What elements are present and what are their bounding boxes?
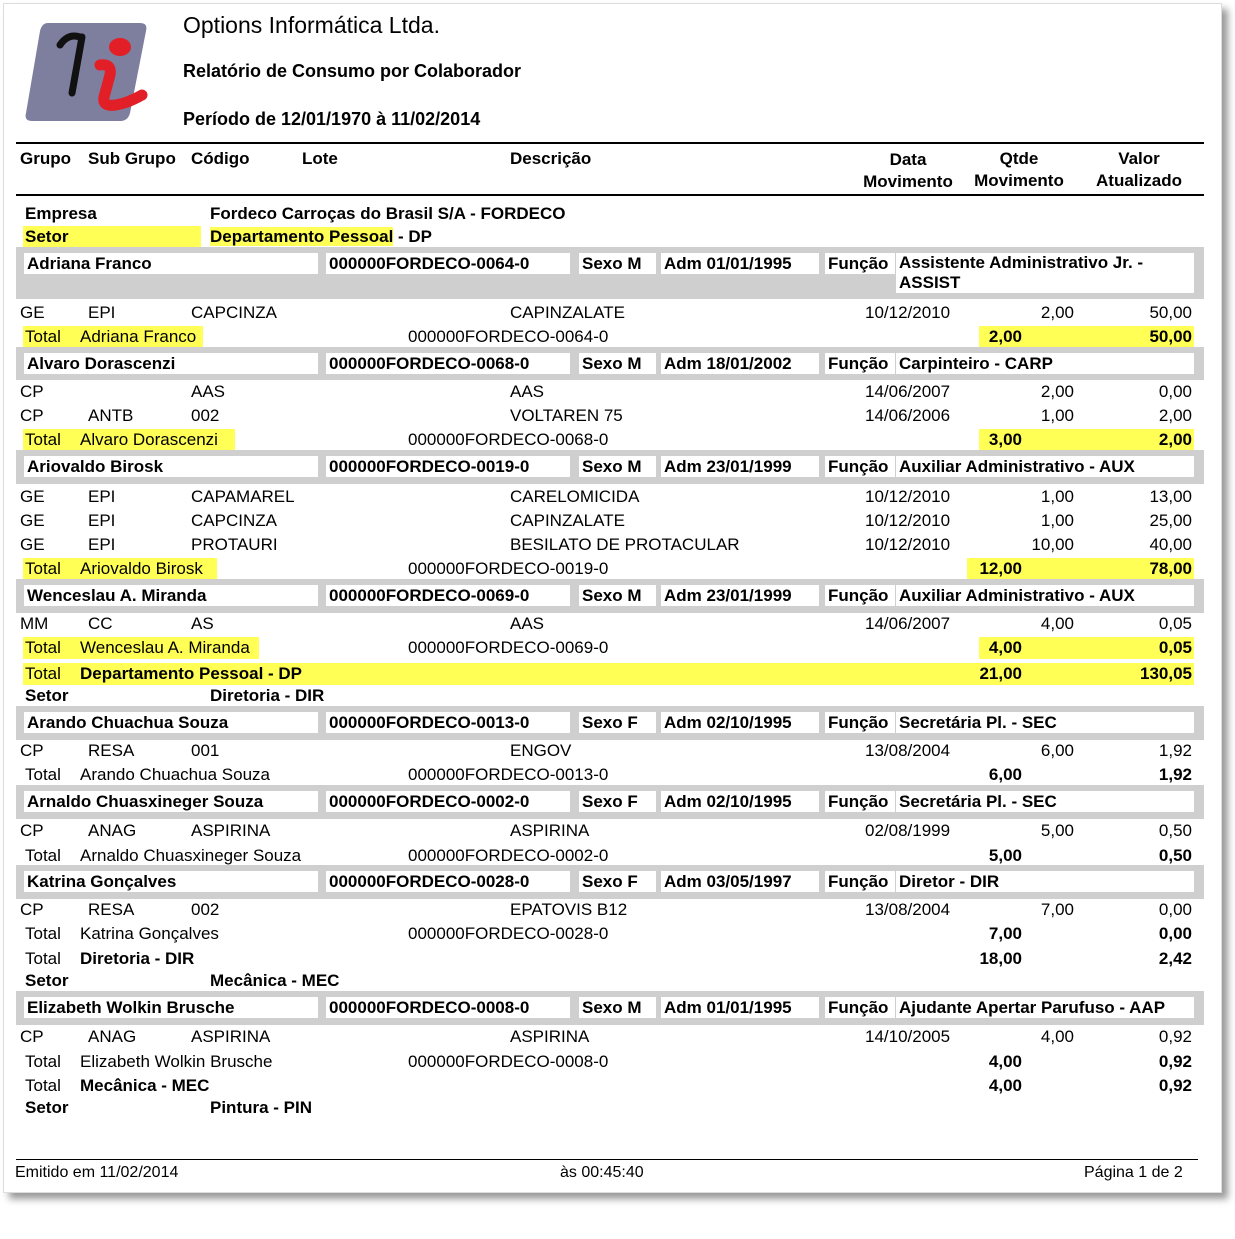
item-codigo: 001 [191,741,220,760]
adm-value: 02/10/1995 [706,713,792,732]
total-employee-name: Ariovaldo Birosk [80,559,203,578]
employee-sexo [579,456,656,477]
setor-total-label: Total [25,949,61,968]
item-grupo: MM [20,614,49,633]
employee-code: 000000FORDECO-0008-0 [326,997,570,1018]
total-qtde: 4,00 [988,1052,1022,1071]
funcao-label: Função [825,585,895,606]
setor-total-qtde: 4,00 [988,1076,1022,1095]
setor-name-main: Departamento Pessoal [210,227,394,246]
employee-header [16,450,1204,484]
adm-value: 02/10/1995 [706,792,792,811]
item-valor: 0,92 [1158,1027,1192,1046]
item-descricao: CARELOMICIDA [510,487,640,506]
sexo-value: M [627,457,642,476]
company-logo [20,15,150,125]
item-descricao: ENGOV [510,741,572,760]
adm-label: Adm [664,354,702,373]
empresa-label: Empresa [25,204,97,223]
employee-name-blank [202,253,318,274]
total-label: Total [25,327,61,346]
employee-adm [661,456,819,477]
adm-label: Adm [664,457,702,476]
item-grupo: CP [20,741,44,760]
item-qtde: 7,00 [1040,900,1074,919]
item-codigo: AAS [191,382,226,401]
funcao-line1: Assistente Administrativo Jr. - [899,253,1144,272]
total-label: Total [25,559,61,578]
setor-total-valor: 0,92 [1158,1076,1192,1095]
employee-funcao: Auxiliar Administrativo - AUX [896,585,1194,606]
col-header-data-line1: Data [889,150,927,169]
total-employee-code: 000000FORDECO-0013-0 [408,765,609,784]
adm-value: 23/01/1999 [706,586,792,605]
item-data: 13/08/2004 [865,900,951,919]
footer-emitido: Emitido em 11/02/2014 [15,1164,179,1181]
employee-adm [661,353,819,374]
company-name: Options Informática Ltda. [183,12,440,38]
setor-name: Pintura - PIN [210,1098,313,1117]
setor-total-qtde: 18,00 [979,949,1022,968]
setor-total-label: Total [25,664,61,683]
col-header-codigo: Código [191,149,250,168]
adm-label: Adm [664,872,702,891]
item-valor: 13,00 [1149,487,1192,506]
total-employee-name: Arando Chuachua Souza [80,765,270,784]
employee-name: Alvaro Dorascenzi [24,353,194,374]
item-data: 14/06/2006 [865,406,951,425]
item-subgrupo: EPI [88,511,116,530]
sexo-label: Sexo [582,713,623,732]
setor-total-valor: 130,05 [1140,664,1192,683]
item-descricao: ASPIRINA [510,821,590,840]
funcao-label: Função [825,791,895,812]
total-qtde: 3,00 [988,430,1022,449]
item-qtde: 4,00 [1040,614,1074,633]
item-codigo: 002 [191,900,220,919]
employee-header [16,865,1204,899]
item-data: 14/10/2005 [865,1027,951,1046]
employee-header [16,247,1204,299]
item-subgrupo: ANAG [88,1027,137,1046]
employee-name-blank [230,585,318,606]
employee-sexo [579,585,656,606]
adm-label: Adm [664,586,702,605]
employee-name: Adriana Franco [24,253,202,274]
item-descricao: AAS [510,382,545,401]
adm-value: 01/01/1995 [706,998,792,1017]
employee-code: 000000FORDECO-0013-0 [326,712,570,733]
setor-total-label: Total [25,1076,61,1095]
item-qtde: 1,00 [1040,487,1074,506]
item-descricao: EPATOVIS B12 [510,900,628,919]
total-employee-name: Adriana Franco [80,327,197,346]
total-employee-code: 000000FORDECO-0028-0 [408,924,609,943]
employee-funcao: Ajudante Apertar Parufuso - AAP [896,997,1194,1018]
item-valor: 1,92 [1158,741,1192,760]
footer-hora: às 00:45:40 [560,1164,644,1181]
item-subgrupo: RESA [88,741,135,760]
item-codigo: ASPIRINA [191,821,271,840]
employee-funcao: Auxiliar Administrativo - AUX [896,456,1194,477]
employee-name: Arnaldo Chuasxineger Souza [24,791,318,812]
total-employee-code: 000000FORDECO-0019-0 [408,559,609,578]
item-descricao: VOLTAREN 75 [510,406,623,425]
item-data: 10/12/2010 [865,511,951,530]
employee-header [16,991,1204,1025]
col-header-data-line2: Movimento [863,172,953,191]
employee-code: 000000FORDECO-0019-0 [326,456,570,477]
setor-name [210,971,339,991]
setor-label: Setor [25,686,69,705]
item-codigo: CAPCINZA [191,303,277,322]
employee-adm [661,585,819,606]
employee-sexo [579,712,656,733]
item-valor: 50,00 [1149,303,1192,322]
col-header-descricao: Descrição [510,149,592,168]
total-employee-name: Alvaro Dorascenzi [80,430,218,449]
sexo-label: Sexo [582,586,623,605]
employee-funcao [896,253,1194,293]
item-grupo: CP [20,382,44,401]
employee-name: Ariovaldo Birosk [24,456,184,477]
employee-sexo [579,791,656,812]
adm-value: 03/05/1997 [706,872,792,891]
setor-total-name: Mecânica - MEC [80,1076,210,1095]
item-codigo: AS [191,614,214,633]
col-header-valor-line1: Valor [1118,149,1160,168]
employee-header [16,347,1204,380]
item-grupo: CP [20,900,44,919]
item-valor: 0,00 [1158,382,1192,401]
total-employee-name: Arnaldo Chuasxineger Souza [80,846,302,865]
item-qtde: 2,00 [1040,382,1074,401]
empresa-name: Fordeco Carroças do Brasil S/A - FORDECO [210,204,566,223]
item-codigo: CAPAMAREL [191,487,295,506]
sexo-value: F [627,872,638,891]
sexo-value: M [627,998,642,1017]
header-rule-bottom [16,194,1204,196]
item-data: 13/08/2004 [865,741,951,760]
col-header-valor-line2: Atualizado [1096,171,1182,190]
item-data: 10/12/2010 [865,535,951,554]
total-qtde: 2,00 [988,327,1022,346]
item-codigo: CAPCINZA [191,511,277,530]
total-valor: 50,00 [1149,327,1192,346]
col-header-lote: Lote [302,149,338,168]
col-header-data [854,149,962,193]
adm-label: Adm [664,254,702,273]
item-qtde: 2,00 [1040,303,1074,322]
item-subgrupo: EPI [88,535,116,554]
setor-label: Setor [25,971,69,990]
item-qtde: 4,00 [1040,1027,1074,1046]
item-grupo: GE [20,535,45,554]
item-grupo: GE [20,511,45,530]
total-qtde: 6,00 [988,765,1022,784]
total-qtde: 5,00 [988,846,1022,865]
employee-sexo [579,253,656,274]
total-employee-code: 000000FORDECO-0069-0 [408,638,609,657]
setor-name-suffix: - DP [393,227,433,246]
adm-value: 18/01/2002 [706,354,792,373]
setor-total-name: Departamento Pessoal - DP [80,664,303,683]
item-descricao: CAPINZALATE [510,511,625,530]
item-valor: 40,00 [1149,535,1192,554]
item-valor: 0,50 [1158,821,1192,840]
employee-code: 000000FORDECO-0068-0 [326,353,570,374]
item-codigo: ASPIRINA [191,1027,271,1046]
funcao-line2: ASSIST [899,273,961,292]
sexo-label: Sexo [582,792,623,811]
setor-name-main: Diretoria [210,686,280,705]
item-subgrupo: RESA [88,900,135,919]
item-valor: 0,00 [1158,900,1192,919]
item-grupo: CP [20,406,44,425]
item-data: 02/08/1999 [865,821,951,840]
report-title: Relatório de Consumo por Colaborador [183,61,522,81]
funcao-label: Função [825,353,895,374]
report-page [3,3,1222,1193]
col-header-qtde-line1: Qtde [999,149,1039,168]
total-valor: 0,05 [1158,638,1192,657]
funcao-label: Função [825,712,895,733]
total-employee-code: 000000FORDECO-0002-0 [408,846,609,865]
total-label: Total [25,846,61,865]
total-label: Total [25,430,61,449]
adm-value: 01/01/1995 [706,254,792,273]
setor-name [210,227,432,247]
item-descricao: ASPIRINA [510,1027,590,1046]
total-label: Total [25,1052,61,1071]
employee-funcao: Carpinteiro - CARP [896,353,1194,374]
employee-adm [661,997,819,1018]
item-qtde: 1,00 [1040,406,1074,425]
employee-adm [661,712,819,733]
sexo-value: F [627,713,638,732]
total-employee-code: 000000FORDECO-0068-0 [408,430,609,449]
item-subgrupo: CC [88,614,113,633]
total-employee-code: 000000FORDECO-0008-0 [408,1052,609,1071]
sexo-value: F [627,792,638,811]
sexo-label: Sexo [582,872,623,891]
sexo-label: Sexo [582,998,623,1017]
item-data: 14/06/2007 [865,614,951,633]
employee-name: Elizabeth Wolkin Brusche [24,997,318,1018]
item-valor: 25,00 [1149,511,1192,530]
total-valor: 0,50 [1158,846,1192,865]
employee-header [16,706,1204,740]
employee-code: 000000FORDECO-0069-0 [326,585,570,606]
adm-label: Adm [664,998,702,1017]
total-qtde: 7,00 [988,924,1022,943]
employee-header [16,785,1204,819]
total-employee-name: Wenceslau A. Miranda [80,638,250,657]
item-grupo: GE [20,487,45,506]
total-valor: 1,92 [1158,765,1192,784]
item-descricao: BESILATO DE PROTACULAR [510,535,740,554]
setor-total-qtde: 21,00 [979,664,1022,683]
employee-name-blank [194,353,318,374]
setor-name [210,686,324,706]
item-subgrupo: EPI [88,487,116,506]
setor-name-suffix: - DIR [279,686,325,705]
total-employee-name: Katrina Gonçalves [80,924,219,943]
total-label: Total [25,638,61,657]
employee-code: 000000FORDECO-0064-0 [326,253,570,274]
adm-label: Adm [664,713,702,732]
col-header-valor [1084,148,1194,192]
header-rule-top [16,142,1204,144]
item-grupo: CP [20,1027,44,1046]
employee-sexo [579,871,656,892]
total-valor: 2,00 [1158,430,1192,449]
employee-adm [661,791,819,812]
sexo-label: Sexo [582,354,623,373]
employee-header [16,579,1204,613]
setor-total-name: Diretoria - DIR [80,949,195,968]
total-qtde: 12,00 [979,559,1022,578]
col-header-qtde [964,148,1074,192]
adm-label: Adm [664,792,702,811]
col-header-grupo: Grupo [20,149,71,168]
total-valor: 0,00 [1158,924,1192,943]
sexo-label: Sexo [582,457,623,476]
employee-adm [661,871,819,892]
employee-sexo [579,353,656,374]
item-codigo: 002 [191,406,220,425]
item-qtde: 6,00 [1040,741,1074,760]
sexo-label: Sexo [582,254,623,273]
total-label: Total [25,765,61,784]
item-subgrupo: ANTB [88,406,134,425]
item-subgrupo: EPI [88,303,116,322]
funcao-label: Função [825,871,895,892]
setor-label: Setor [25,227,69,246]
item-qtde: 1,00 [1040,511,1074,530]
adm-value: 23/01/1999 [706,457,792,476]
total-employee-name: Elizabeth Wolkin Brusche [80,1052,273,1071]
col-header-subgrupo: Sub Grupo [88,149,176,168]
employee-code: 000000FORDECO-0002-0 [326,791,570,812]
footer-rule [16,1159,1198,1160]
total-label: Total [25,924,61,943]
employee-name-blank [184,456,318,477]
employee-sexo [579,997,656,1018]
footer-pagina: Página 1 de 2 [1084,1164,1183,1181]
sexo-value: M [627,354,642,373]
item-codigo: PROTAURI [191,535,278,554]
employee-funcao: Secretária Pl. - SEC [896,791,1194,812]
employee-name: Arando Chuachua Souza [24,712,318,733]
employee-code: 000000FORDECO-0028-0 [326,871,570,892]
funcao-label: Função [825,253,895,274]
setor-name-suffix: - MEC [286,971,340,990]
employee-adm [661,253,819,274]
setor-label: Setor [25,1098,69,1117]
setor-name-main: Mecânica [210,971,287,990]
employee-funcao: Secretária Pl. - SEC [896,712,1194,733]
sexo-value: M [627,254,642,273]
item-data: 10/12/2010 [865,487,951,506]
item-valor: 0,05 [1158,614,1192,633]
item-qtde: 5,00 [1040,821,1074,840]
employee-funcao: Diretor - DIR [896,871,1194,892]
employee-name: Wenceslau A. Miranda [24,585,230,606]
item-descricao: CAPINZALATE [510,303,625,322]
total-valor: 78,00 [1149,559,1192,578]
sexo-value: M [627,586,642,605]
item-qtde: 10,00 [1031,535,1074,554]
item-grupo: CP [20,821,44,840]
employee-name: Katrina Gonçalves [24,871,318,892]
item-subgrupo: ANAG [88,821,137,840]
item-descricao: AAS [510,614,545,633]
setor-total-valor: 2,42 [1158,949,1192,968]
item-valor: 2,00 [1158,406,1192,425]
funcao-label: Função [825,456,895,477]
funcao-label: Função [825,997,895,1018]
report-period: Período de 12/01/1970 à 11/02/2014 [183,109,481,129]
total-qtde: 4,00 [988,638,1022,657]
total-valor: 0,92 [1158,1052,1192,1071]
total-employee-code: 000000FORDECO-0064-0 [408,327,609,346]
item-data: 14/06/2007 [865,382,951,401]
item-data: 10/12/2010 [865,303,951,322]
col-header-qtde-line2: Movimento [974,171,1064,190]
item-grupo: GE [20,303,45,322]
